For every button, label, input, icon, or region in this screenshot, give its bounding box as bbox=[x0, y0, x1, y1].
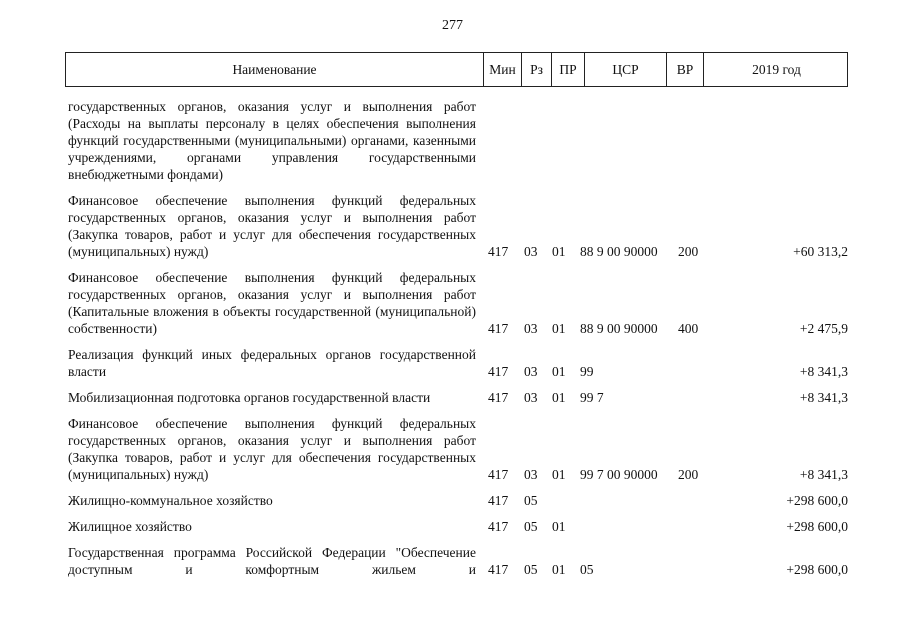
row-name: Мобилизационная подготовка органов государственной власти bbox=[68, 390, 431, 405]
row-amount: +2 475,9 bbox=[799, 321, 848, 336]
row-pr: 01 bbox=[552, 321, 566, 336]
row-min: 417 bbox=[488, 244, 509, 259]
table-row bbox=[68, 269, 848, 337]
row-min: 417 bbox=[488, 364, 509, 379]
table-body bbox=[68, 98, 848, 587]
row-min: 417 bbox=[488, 493, 509, 508]
row-rz: 05 bbox=[524, 562, 538, 577]
row-pr: 01 bbox=[552, 562, 566, 577]
table-row bbox=[68, 415, 848, 483]
row-min: 417 bbox=[488, 519, 509, 534]
row-amount: +298 600,0 bbox=[786, 519, 848, 534]
row-name: Жилищное хозяйство bbox=[68, 519, 192, 534]
row-vr: 200 bbox=[678, 467, 699, 482]
row-rz: 03 bbox=[524, 364, 538, 379]
row-csr: 99 7 00 90000 bbox=[580, 467, 658, 482]
header-vr: ВР bbox=[666, 53, 703, 86]
row-name: Государственная программа Российской Федерации "Обеспечение доступным и комфортным жильем и bbox=[68, 545, 476, 577]
row-csr: 05 bbox=[580, 562, 594, 577]
header-year: 2019 год bbox=[703, 53, 849, 86]
table-row bbox=[68, 192, 848, 260]
row-min: 417 bbox=[488, 562, 509, 577]
row-csr: 99 7 bbox=[580, 390, 604, 405]
table-row bbox=[68, 346, 848, 380]
row-pr: 01 bbox=[552, 364, 566, 379]
row-pr: 01 bbox=[552, 519, 566, 534]
table-row bbox=[68, 544, 848, 578]
row-amount: +298 600,0 bbox=[786, 562, 848, 577]
table-row bbox=[68, 518, 848, 535]
row-pr: 01 bbox=[552, 244, 566, 259]
table-row bbox=[68, 389, 848, 406]
table-header bbox=[65, 52, 848, 87]
row-min: 417 bbox=[488, 321, 509, 336]
row-rz: 03 bbox=[524, 321, 538, 336]
header-name: Наименование bbox=[232, 61, 317, 77]
row-rz: 03 bbox=[524, 467, 538, 482]
row-amount: +60 313,2 bbox=[793, 244, 848, 259]
row-rz: 05 bbox=[524, 493, 538, 508]
row-amount: +8 341,3 bbox=[799, 390, 848, 405]
header-min: Мин bbox=[483, 53, 521, 86]
row-name: Финансовое обеспечение выполнения функций федеральных государственных органов, оказания услуг и выполнения работ (Закупка товаров, работ и услуг для обеспечения государственных (муниципальных) нужд) bbox=[68, 193, 476, 259]
row-amount: +298 600,0 bbox=[786, 493, 848, 508]
row-name: Финансовое обеспечение выполнения функций федеральных государственных органов, оказания услуг и выполнения работ (Закупка товаров, работ и услуг для обеспечения государственных (муниципальных) нужд) bbox=[68, 416, 476, 482]
row-pr: 01 bbox=[552, 390, 566, 405]
row-rz: 03 bbox=[524, 390, 538, 405]
row-name: Жилищно-коммунальное хозяйство bbox=[68, 493, 273, 508]
page-number: 277 bbox=[442, 18, 463, 33]
row-pr: 01 bbox=[552, 467, 566, 482]
row-amount: +8 341,3 bbox=[799, 364, 848, 379]
row-csr: 99 bbox=[580, 364, 594, 379]
row-rz: 05 bbox=[524, 519, 538, 534]
header-csr: ЦСР bbox=[584, 53, 666, 86]
header-rz: Рз bbox=[521, 53, 551, 86]
row-vr: 400 bbox=[678, 321, 699, 336]
row-csr: 88 9 00 90000 bbox=[580, 321, 658, 336]
row-min: 417 bbox=[488, 467, 509, 482]
row-vr: 200 bbox=[678, 244, 699, 259]
row-name: Финансовое обеспечение выполнения функций федеральных государственных органов, оказания услуг и выполнения работ (Капитальные вложения в объекты государственной (муниципальной) собственности) bbox=[68, 270, 476, 336]
row-csr: 88 9 00 90000 bbox=[580, 244, 658, 259]
row-amount: +8 341,3 bbox=[799, 467, 848, 482]
header-pr: ПР bbox=[551, 53, 584, 86]
table-row bbox=[68, 98, 848, 183]
row-name: государственных органов, оказания услуг и выполнения работ (Расходы на выплаты персоналу в целях обеспечения выполнения функций государственными (муниципальными) органами, казенными учреждениями, органами управления государственными внебюджетными фондами) bbox=[68, 99, 476, 182]
row-name: Реализация функций иных федеральных органов государственной власти bbox=[68, 347, 476, 379]
table-row bbox=[68, 492, 848, 509]
row-rz: 03 bbox=[524, 244, 538, 259]
row-min: 417 bbox=[488, 390, 509, 405]
